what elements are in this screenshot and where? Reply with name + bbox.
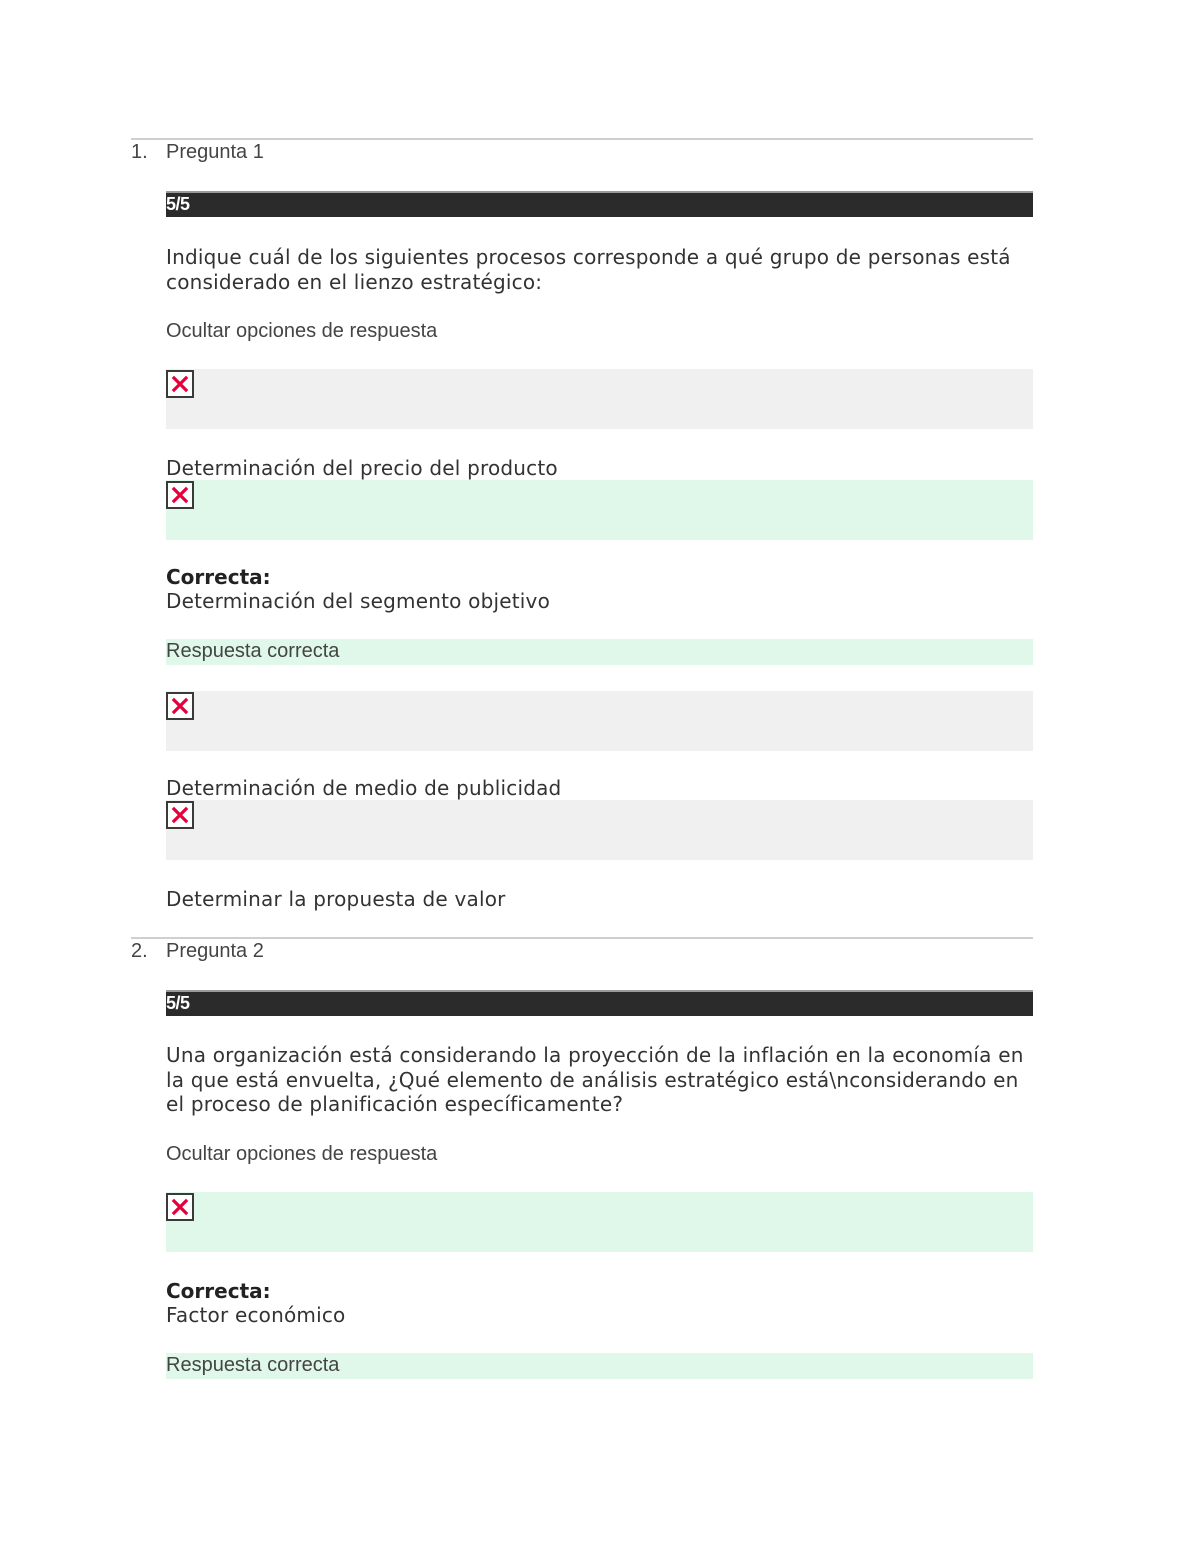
question-2-feedback — [166, 1353, 1033, 1379]
broken-image-icon — [166, 370, 194, 398]
question-2-score-bar — [166, 990, 1033, 1016]
question-1-title: Pregunta 1 — [166, 141, 264, 163]
question-1-text: Indique cuál de los siguientes procesos corresponde a qué grupo de personas está considerado en el lienzo estratégico: — [166, 245, 1011, 294]
question-2-correct-label: Correcta: — [166, 1279, 271, 1303]
question-2-feedback-text: Respuesta correcta — [166, 1354, 340, 1376]
question-2-number: 2. — [131, 940, 148, 962]
question-2-score: 5/5 — [166, 993, 190, 1013]
question-2-divider — [131, 937, 1033, 939]
question-1-feedback-text: Respuesta correcta — [166, 640, 340, 662]
question-2-option-1-text: Factor económico — [166, 1303, 346, 1327]
broken-image-icon — [166, 801, 194, 829]
question-1-correct-label: Correcta: — [166, 565, 271, 589]
question-1-score-bar — [166, 191, 1033, 217]
question-1-score: 5/5 — [166, 194, 190, 214]
question-1-option-4-text: Determinar la propuesta de valor — [166, 887, 506, 911]
question-1-option-3-text: Determinación de medio de publicidad — [166, 776, 562, 800]
question-1-option-1-text: Determinación del precio del producto — [166, 456, 558, 480]
question-1-feedback — [166, 639, 1033, 665]
question-1-option-4-box[interactable] — [166, 800, 1033, 860]
question-1-number: 1. — [131, 141, 148, 163]
question-1-option-2-box[interactable] — [166, 480, 1033, 540]
question-1-option-2-text: Determinación del segmento objetivo — [166, 589, 551, 613]
broken-image-icon — [166, 481, 194, 509]
question-2-title: Pregunta 2 — [166, 940, 264, 962]
question-1-option-3-box[interactable] — [166, 691, 1033, 751]
question-2-text: Una organización está considerando la proyección de la inflación en la economía en la que está envuelta, ¿Qué elemento de análisis estratégico está\nconsiderando en el proceso de planificación específicamente? — [166, 1043, 1024, 1116]
question-2-hide-options-link[interactable]: Ocultar opciones de respuesta — [166, 1143, 438, 1165]
broken-image-icon — [166, 1193, 194, 1221]
broken-image-icon — [166, 692, 194, 720]
question-1-divider — [131, 138, 1033, 140]
question-2-option-1-box[interactable] — [166, 1192, 1033, 1252]
question-1-option-1-box[interactable] — [166, 369, 1033, 429]
question-1-hide-options-link[interactable]: Ocultar opciones de respuesta — [166, 320, 438, 342]
